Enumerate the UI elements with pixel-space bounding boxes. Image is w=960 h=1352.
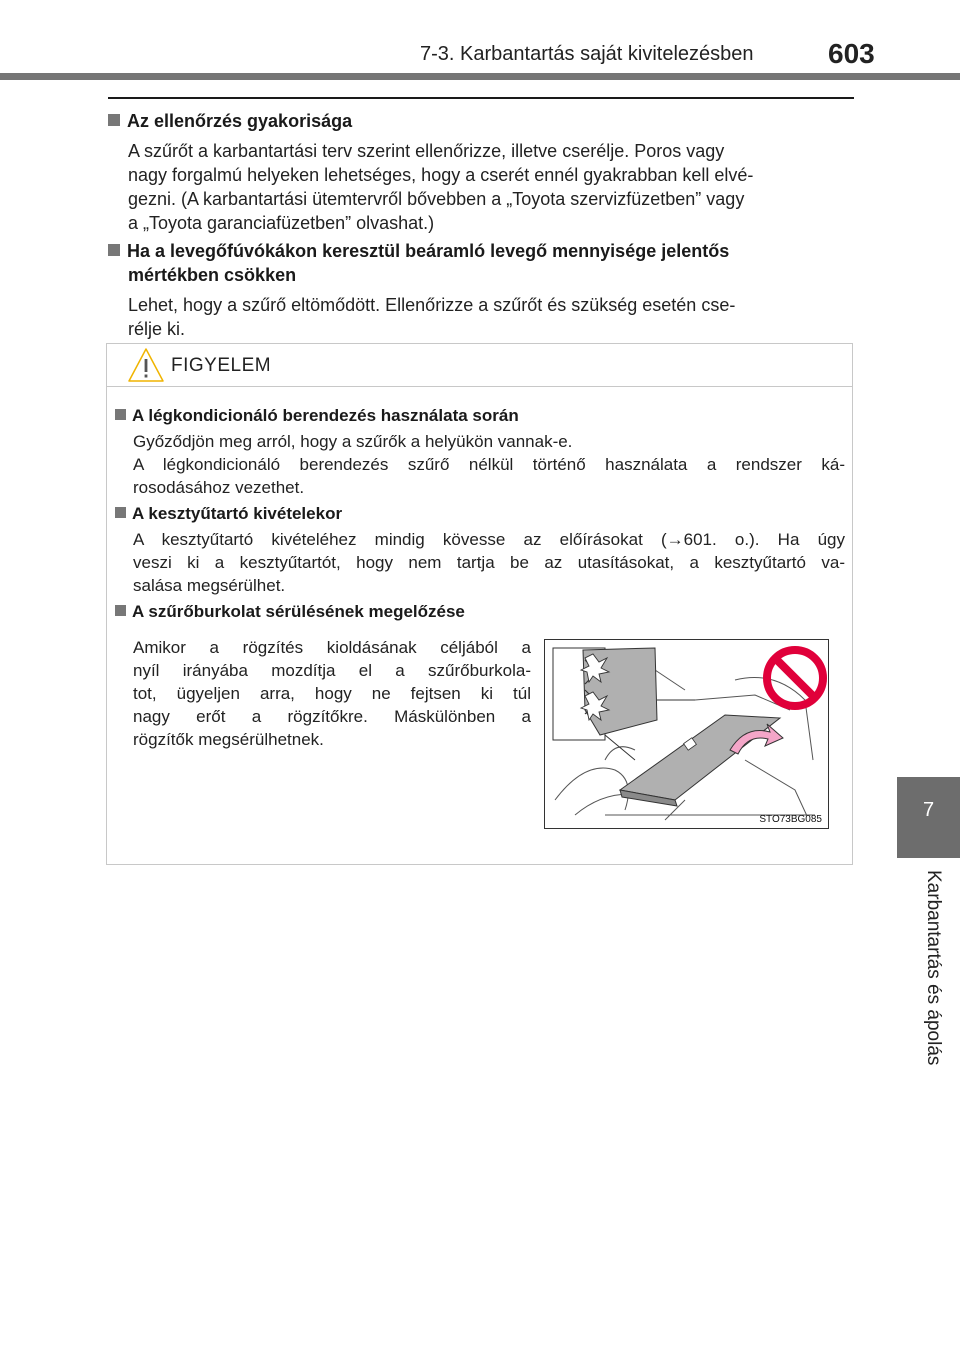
text-line: Amikor a rögzítés kioldásának céljából a <box>133 638 531 657</box>
warning-triangle-icon <box>127 347 165 383</box>
warning-heading-ac-use: A légkondicionáló berendezés használata során <box>115 404 519 428</box>
chapter-label: Karbantartás és ápolás <box>923 870 944 1066</box>
text-line: nagy forgalmú helyeken lehetséges, hogy a cserét ennél gyakrabban kell elvé- <box>128 165 754 185</box>
section-body-airflow <box>128 293 852 341</box>
text-line: gezni. (A karbantartási ütemtervről bővebben a „Toyota szervizfüzetben” vagy <box>128 189 745 209</box>
text-line: A kesztyűtartó kivételéhez mindig kövesse az előírásokat (→601. o.). Ha úgy <box>133 530 845 549</box>
warning-body-glovebox <box>133 528 845 597</box>
text-line: rosodásához vezethet. <box>133 478 305 497</box>
text-line: veszi ki a kesztyűtartót, hogy nem tartja be az utasításokat, a kesztyűtartó va- <box>133 553 845 572</box>
section-title: 7-3. Karbantartás saját kivitelezésben <box>420 43 754 65</box>
square-bullet-icon <box>115 409 126 420</box>
text-line: nagy erőt a rögzítőkre. Máskülönben a <box>133 707 531 726</box>
page-header <box>0 0 960 80</box>
prohibition-icon <box>767 650 823 706</box>
text-line: tot, ügyeljen arra, hogy ne fejtsen ki túl <box>133 684 531 703</box>
text-line: Győződjön meg arról, hogy a szűrők a helyükön vannak-e. <box>133 432 573 451</box>
text-line: A szűrőt a karbantartási terv szerint ellenőrizze, illetve cserélje. Poros vagy <box>128 141 725 161</box>
square-bullet-icon <box>108 114 120 126</box>
header-bar <box>0 73 960 80</box>
warning-heading-glovebox: A kesztyűtartó kivételekor <box>115 502 342 526</box>
text-line: rögzítők megsérülhetnek. <box>133 730 324 749</box>
warning-box <box>106 343 853 865</box>
square-bullet-icon <box>115 507 126 518</box>
square-bullet-icon <box>108 244 120 256</box>
section-heading-airflow-line2: mértékben csökken <box>128 265 297 285</box>
warning-body-filter-cover <box>133 636 531 751</box>
warning-title: FIGYELEM <box>171 355 272 376</box>
chapter-number: 7 <box>922 799 935 821</box>
section-heading-frequency: Az ellenőrzés gyakorisága <box>108 108 352 134</box>
figure-code: STO73BG085 <box>759 814 822 825</box>
warning-heading-filter-cover: A szűrőburkolat sérülésének megelőzése <box>115 600 465 624</box>
text-line: nyíl irányába mozdítja el a szűrőburkola- <box>133 661 531 680</box>
filter-cover-drawing <box>545 640 829 829</box>
top-rule <box>108 97 854 99</box>
text-line: Lehet, hogy a szűrő eltömődött. Ellenőrizze a szűrőt és szükség esetén cse- <box>128 295 736 315</box>
text-line: A légkondicionáló berendezés szűrő nélkül történő használata a rendszer ká- <box>133 455 845 474</box>
warning-header <box>107 344 852 387</box>
chapter-tab[interactable] <box>897 777 960 858</box>
section-heading-airflow: Ha a levegőfúvókákon keresztül beáramló levegő mennyisége jelentős <box>108 238 854 264</box>
square-bullet-icon <box>115 605 126 616</box>
filter-cover-illustration <box>544 639 829 829</box>
text-line: salása megsérülhet. <box>133 576 286 595</box>
text-line: a „Toyota garanciafüzetben” olvashat.) <box>128 213 435 233</box>
section-body-frequency <box>128 139 852 235</box>
page-number: 603 <box>828 38 875 69</box>
warning-body-ac-use <box>133 430 845 499</box>
text-line: rélje ki. <box>128 319 186 339</box>
